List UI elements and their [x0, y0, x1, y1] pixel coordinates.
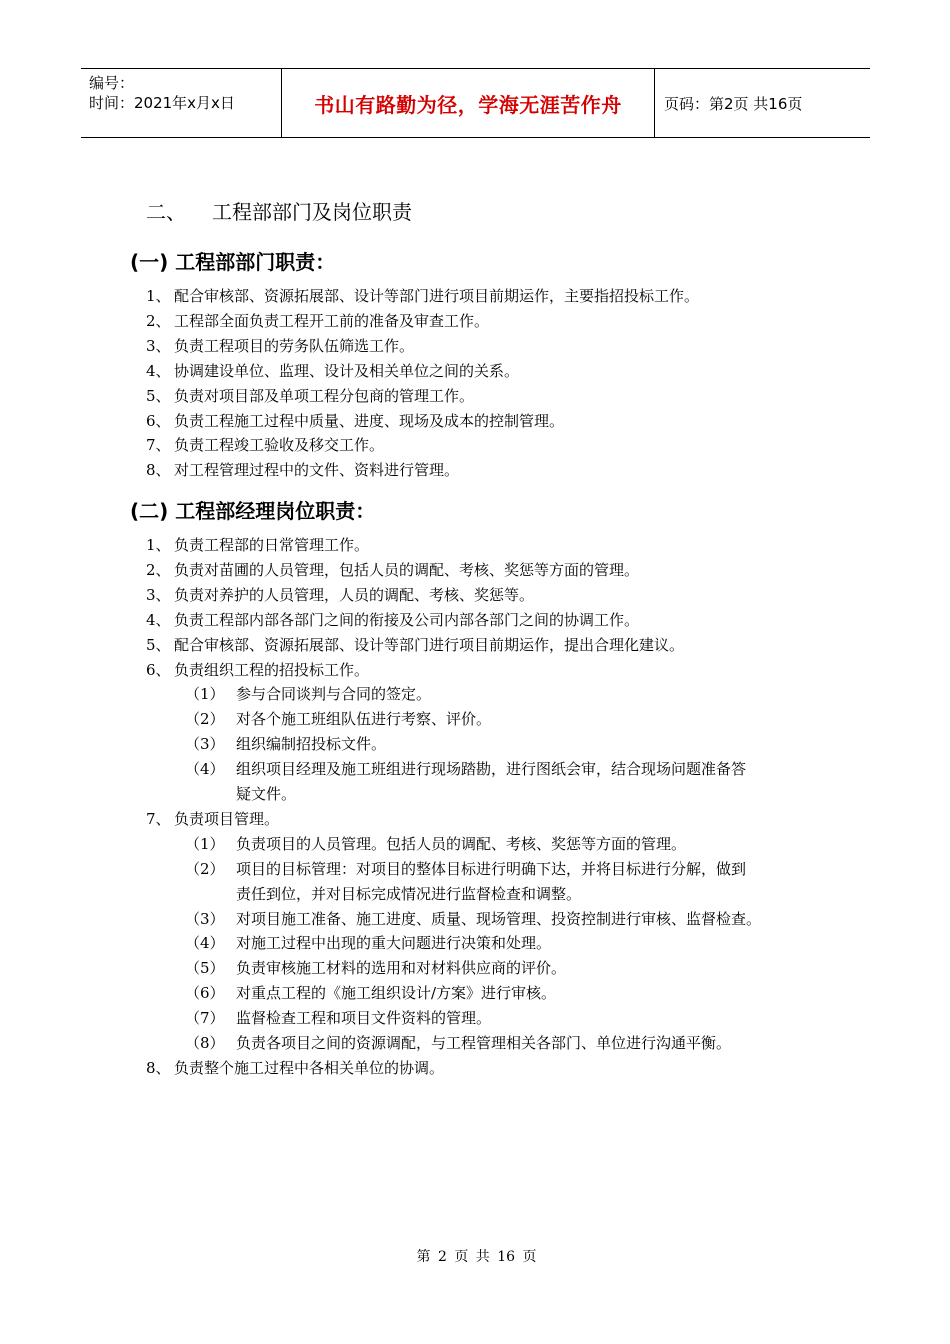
- item-text: 负责工程部的日常管理工作。: [174, 536, 370, 554]
- footer-page-number: 2: [437, 1249, 447, 1265]
- footer-word-ye-2: 页: [522, 1249, 537, 1265]
- item-text: 对各个施工班组队伍进行考察、评价。: [236, 710, 492, 729]
- item-number: （3）: [185, 735, 225, 754]
- item-text: 负责工程施工过程中质量、进度、现场及成本的控制管理。: [174, 411, 565, 430]
- item-text: 对项目施工准备、施工进度、质量、现场管理、投资控制进行审核、监督检查。: [236, 909, 762, 928]
- section-title-text: 工程部部门及岗位职责: [212, 200, 412, 224]
- part1-title: (一) 工程部部门职责：: [130, 250, 336, 274]
- item-text: 监督检查工程和项目文件资料的管理。: [236, 1009, 492, 1028]
- item-number: 8、: [146, 461, 171, 480]
- item-text: 工程部全面负责工程开工前的准备及审查工作。: [174, 311, 490, 330]
- item-number: （1）: [185, 685, 225, 704]
- item-text: 对施工过程中出现的重大问题进行决策和处理。: [236, 934, 552, 953]
- item-text: 项目的目标管理：对项目的整体目标进行明确下达，并将目标进行分解，做到: [236, 859, 747, 878]
- item-number: （5）: [185, 959, 225, 978]
- section-title: [146, 196, 412, 225]
- item-number: （4）: [185, 760, 225, 779]
- item-text: 配合审核部、资源拓展部、设计等部门进行项目前期运作，提出合理化建议。: [174, 635, 685, 654]
- item-number: 4、: [146, 610, 171, 629]
- footer-word-gong: 共: [475, 1249, 490, 1265]
- item-number: （2）: [185, 710, 225, 729]
- item-text: 对重点工程的《施工组织设计/方案》进行审核。: [236, 984, 557, 1003]
- item-number: （8）: [185, 1034, 225, 1052]
- footer-word-di: 第: [416, 1249, 431, 1265]
- footer-word-ye: 页: [454, 1249, 469, 1265]
- motto: 书山有路勤为径，学海无涯苦作舟: [314, 92, 622, 117]
- page-footer: [0, 1246, 950, 1266]
- item-text: 负责整个施工过程中各相关单位的协调。: [174, 1058, 445, 1077]
- item-number: 5、: [146, 386, 171, 405]
- item-number: （2）: [185, 859, 225, 878]
- item-text: 负责对养护的人员管理，人员的调配、考核、奖惩等。: [174, 585, 535, 604]
- time-label: 时间：2021年x月x日: [89, 94, 235, 112]
- item-text: 负责各项目之间的资源调配，与工程管理相关各部门、单位进行沟通平衡。: [236, 1034, 732, 1052]
- item-text: 配合审核部、资源拓展部、设计等部门进行项目前期运作，主要指招投标工作。: [174, 287, 700, 305]
- header-motto-cell: [282, 69, 655, 137]
- item-number: （6）: [185, 984, 225, 1003]
- item-number: 7、: [146, 809, 171, 828]
- item-number: 1、: [146, 287, 171, 305]
- item-number: （7）: [185, 1009, 225, 1028]
- item-number: 6、: [146, 660, 171, 679]
- item-text: 负责对苗圃的人员管理，包括人员的调配、考核、奖惩等方面的管理。: [174, 560, 640, 579]
- item-text: 责任到位，并对目标完成情况进行监督检查和调整。: [236, 884, 582, 903]
- item-number: 8、: [146, 1058, 171, 1077]
- item-number: 4、: [146, 361, 171, 380]
- item-text: 负责项目的人员管理。包括人员的调配、考核、奖惩等方面的管理。: [236, 834, 687, 853]
- item-text: 负责组织工程的招投标工作。: [174, 660, 370, 679]
- header-meta-cell: [81, 69, 282, 137]
- item-number: 2、: [146, 311, 171, 330]
- item-number: 3、: [146, 585, 171, 604]
- item-text: 负责工程部内部各部门之间的衔接及公司内部各部门之间的协调工作。: [174, 610, 640, 629]
- item-text: 疑文件。: [236, 785, 297, 803]
- item-number: 1、: [146, 536, 171, 554]
- item-text: 负责工程项目的劳务队伍筛选工作。: [174, 336, 415, 355]
- item-text: 参与合同谈判与合同的签定。: [236, 685, 432, 704]
- item-number: （1）: [185, 834, 225, 853]
- header-page-cell: [655, 69, 870, 137]
- page-label: 页码：第2页 共16页: [664, 94, 803, 113]
- item-number: （3）: [185, 909, 225, 928]
- item-text: 对工程管理过程中的文件、资料进行管理。: [174, 461, 460, 480]
- item-text: 协调建设单位、监理、设计及相关单位之间的关系。: [174, 361, 520, 380]
- item-number: （4）: [185, 934, 225, 953]
- item-number: 6、: [146, 411, 171, 430]
- part2-title: (二) 工程部经理岗位职责：: [130, 499, 376, 523]
- item-text: 负责对项目部及单项工程分包商的管理工作。: [174, 386, 475, 405]
- item-text: 组织项目经理及施工班组进行现场踏勘，进行图纸会审，结合现场问题准备答: [236, 760, 747, 779]
- footer-total-pages: 16: [497, 1249, 516, 1265]
- item-number: 5、: [146, 635, 171, 654]
- item-text: 负责工程竣工验收及移交工作。: [174, 436, 385, 455]
- document-header: [81, 68, 870, 138]
- serial-label: 编号：: [89, 74, 135, 92]
- item-number: 3、: [146, 336, 171, 355]
- item-text: 负责审核施工材料的选用和对材料供应商的评价。: [236, 959, 567, 978]
- item-number: 2、: [146, 560, 171, 579]
- item-number: 7、: [146, 436, 171, 455]
- section-number: 二、: [146, 200, 186, 224]
- item-text: 组织编制招投标文件。: [236, 735, 387, 754]
- item-text: 负责项目管理。: [174, 809, 280, 828]
